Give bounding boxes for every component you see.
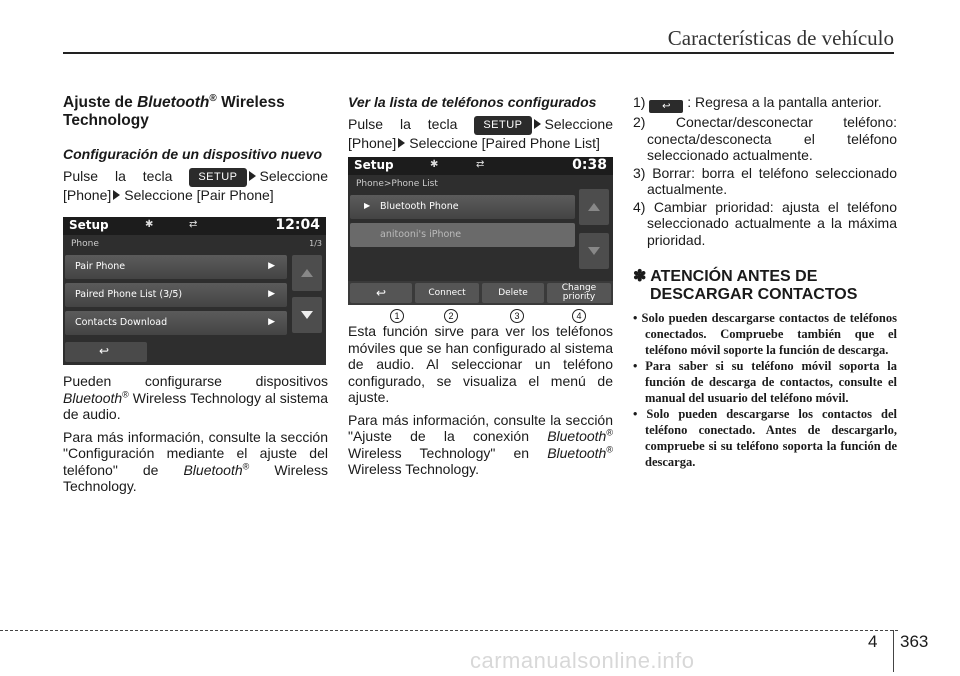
watermark: carmanualsonline.info <box>470 648 695 673</box>
status-bar <box>348 157 613 175</box>
setup-screen-phone <box>63 217 326 365</box>
back-button[interactable] <box>65 342 147 362</box>
list-item <box>633 94 897 113</box>
scroll-down-button[interactable] <box>292 297 322 333</box>
list-item <box>633 165 897 198</box>
heading-sup: ® <box>209 92 217 104</box>
bt-text: Bluetooth <box>183 461 243 478</box>
paragraph-2 <box>63 429 328 495</box>
item-text: Cambiar prioridad: ajusta el teléfono seleccionado actualmente a la máxima prioridad. <box>647 198 898 248</box>
bluetooth-icon: ✱ <box>145 219 154 230</box>
usb-icon: ⇄ <box>189 219 198 230</box>
setup-screen-phone-list <box>348 157 613 305</box>
screen-subtitle: Phone <box>71 239 99 249</box>
arrow-right-icon <box>398 138 405 148</box>
bullet-text: Solo pueden descargarse contactos de teléfonos conectados. Compruebe también que el teléfono móvil soporte la función de descarga. <box>641 311 897 357</box>
sup: ® <box>242 460 250 471</box>
step-a: Seleccione [Phone] <box>348 116 613 151</box>
sup: ® <box>122 388 129 399</box>
screen-title: Setup <box>354 158 394 172</box>
bullet-text: Para saber si su teléfono móvil soporta la función de descarga de contactos, consulte el manual del usuario del teléfono móvil. <box>645 359 897 405</box>
step-instruction <box>63 168 328 203</box>
delete-button[interactable]: Delete <box>482 283 544 303</box>
back-button[interactable] <box>350 283 412 303</box>
phone-item-bluetooth-phone[interactable] <box>350 195 575 219</box>
text: Para más información, consulte la sección "Ajuste de la conexión <box>348 411 613 444</box>
text: Wireless Technology. <box>63 461 328 494</box>
bluetooth-heading <box>63 94 328 130</box>
column-1 <box>63 94 328 501</box>
arrow-right-icon <box>113 190 120 200</box>
heading-text-post: Wireless Technology <box>63 94 285 129</box>
column-2 <box>348 94 613 484</box>
item-text: Borrar: borra el teléfono seleccionado actualmente. <box>647 164 898 197</box>
menu-item-label: Pair Phone <box>75 261 126 272</box>
page-number: 363 <box>900 632 929 651</box>
bt-text: Bluetooth <box>547 428 607 444</box>
text: Pueden configurarse dispositivos <box>63 373 328 389</box>
page-indicator: 1/3 <box>309 239 322 248</box>
paragraph-1 <box>63 373 328 423</box>
text: Wireless Technology" en <box>348 444 530 461</box>
back-arrow-icon: ↩ <box>649 100 683 113</box>
callout-row <box>348 309 613 323</box>
subheading-new-device: Configuración de un dispositivo nuevo <box>63 146 323 162</box>
connect-button[interactable]: Connect <box>415 283 479 303</box>
arrow-down-icon <box>301 311 313 319</box>
attention-line-1: ATENCIÓN ANTES DE <box>650 268 818 285</box>
menu-item-label: Paired Phone List (3/5) <box>75 289 183 300</box>
menu-item-pair-phone[interactable] <box>65 255 287 279</box>
scroll-up-button[interactable] <box>292 255 322 291</box>
arrow-right-icon <box>534 119 541 129</box>
text: Wireless Technology. <box>348 461 479 477</box>
phone-name: Bluetooth Phone <box>380 201 459 212</box>
column-3 <box>633 94 897 470</box>
arrow-up-icon <box>301 269 313 277</box>
phone-name: anitooni's iPhone <box>380 229 462 240</box>
bt-text: Bluetooth <box>63 389 123 406</box>
heading-bt: Bluetooth <box>137 94 210 111</box>
step-a: Seleccione [Phone] <box>63 168 328 203</box>
item-number: 2) <box>633 114 646 130</box>
step-pre: Pulse la tecla <box>348 116 458 132</box>
play-arrow-icon: ▶ <box>268 261 275 271</box>
step-pre: Pulse la tecla <box>63 168 173 184</box>
list-item: • Solo pueden descargarse contactos de teléfonos conectados. Compruebe también que el teléfono móvil soporte la función de descarga. <box>633 311 897 357</box>
phone-item-iphone[interactable] <box>350 223 575 247</box>
heading-text: Ajuste de <box>63 94 138 111</box>
paragraph-1: Esta función sirve para ver los teléfonos móviles que se han configurado al sistema de audio. Al seleccionar un teléfono configurado, se visualiza el menú de ajuste. <box>348 323 613 405</box>
clock: 12:04 <box>275 217 320 233</box>
callout-3: 3 <box>510 309 524 323</box>
clock: 0:38 <box>572 157 607 173</box>
arrow-down-icon <box>588 247 600 255</box>
bt-text: Bluetooth <box>547 444 607 461</box>
callout-4: 4 <box>572 309 586 323</box>
sup: ® <box>606 427 613 438</box>
screen-title: Setup <box>69 218 109 232</box>
setup-key: SETUP <box>474 116 531 135</box>
item-text: : Regresa a la pantalla anterior. <box>687 94 882 110</box>
callout-2: 2 <box>444 309 458 323</box>
arrow-right-icon <box>249 171 256 181</box>
step-b: Seleccione [Pair Phone] <box>124 186 274 203</box>
text: Para más información, consulte la sección "Configuración mediante el ajuste del teléfono" de <box>63 428 328 478</box>
menu-item-contacts-download[interactable] <box>65 311 287 335</box>
play-arrow-icon: ▶ <box>268 289 275 299</box>
screen-subtitle: Phone>Phone List <box>356 179 438 189</box>
text: Wireless Technology al sistema de audio. <box>63 389 328 422</box>
footer-separator <box>893 630 894 672</box>
sup: ® <box>606 443 613 454</box>
menu-item-label: Contacts Download <box>75 317 168 328</box>
footer-rule <box>0 630 898 631</box>
list-item: • Para saber si su teléfono móvil soporta la función de descarga de contactos, consulte el manual del usuario del teléfono móvil. <box>633 359 897 405</box>
subheading-paired-list: Ver la lista de teléfonos configurados <box>348 94 597 110</box>
usb-icon: ⇄ <box>476 159 485 170</box>
bullet-text: Solo pueden descargarse los contactos del teléfono conectado. Antes de descargarlo, compruebe si su teléfono soporta la función de descarga. <box>645 407 897 469</box>
bluetooth-icon: ✱ <box>430 159 439 170</box>
button-description-list <box>633 94 897 248</box>
header-title: Características de vehículo <box>667 26 894 50</box>
back-arrow-icon: ↩ <box>375 286 387 300</box>
item-number: 3) <box>633 164 646 181</box>
item-text: Conectar/desconectar teléfono: conecta/desconecta el teléfono seleccionado actualmente. <box>647 114 897 163</box>
attention-heading <box>633 268 897 304</box>
play-arrow-icon: ▶ <box>364 201 371 210</box>
callout-1: 1 <box>390 309 404 323</box>
attention-icon: ✽ <box>633 268 647 285</box>
item-number: 4) <box>633 198 646 215</box>
header-rule <box>63 52 894 54</box>
setup-key: SETUP <box>189 168 246 187</box>
list-item <box>633 114 897 164</box>
change-priority-button[interactable]: Change priority <box>547 283 611 303</box>
scroll-down-button[interactable] <box>579 233 609 269</box>
list-item: • Solo pueden descargarse los contactos del teléfono conectado. Antes de descargarlo, compruebe si su teléfono soporta la función de descarga. <box>633 407 897 469</box>
chapter-number: 4 <box>868 632 878 651</box>
step-instruction <box>348 116 613 151</box>
paragraph-2 <box>348 412 613 478</box>
item-number: 1) <box>633 94 646 110</box>
menu-item-paired-list[interactable] <box>65 283 287 307</box>
attention-line-2: DESCARGAR CONTACTOS <box>650 286 858 303</box>
arrow-up-icon <box>588 203 600 211</box>
back-arrow-icon: ↩ <box>99 344 110 358</box>
status-bar <box>63 217 326 235</box>
list-item <box>633 199 897 249</box>
play-arrow-icon: ▶ <box>268 317 275 327</box>
step-b: Seleccione [Paired Phone List] <box>409 134 600 151</box>
action-bar <box>348 281 613 305</box>
scroll-up-button[interactable] <box>579 189 609 225</box>
attention-bullets <box>633 310 897 470</box>
